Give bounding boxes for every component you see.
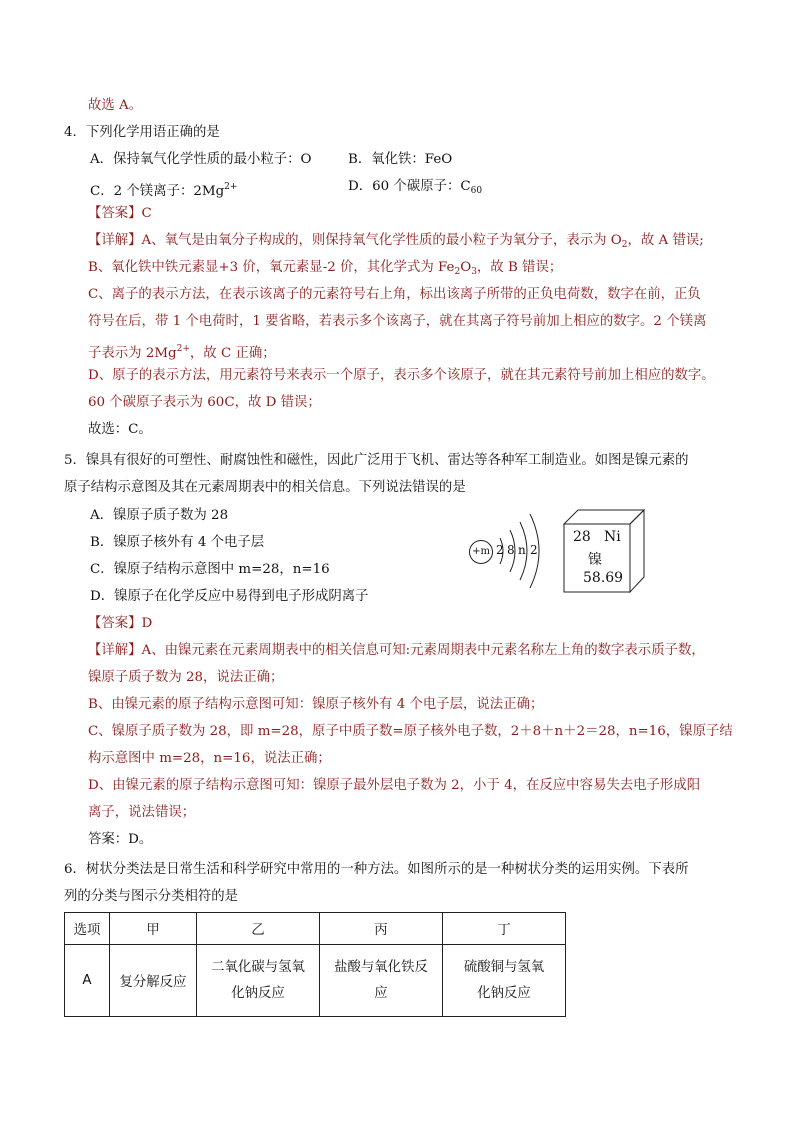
q5-conclusion: 答案：D。 — [88, 832, 153, 847]
q4-option-d-text: D．60 个碳原子：C — [348, 179, 471, 194]
question-6-stem-2: 列的分类与图示分类相符的是 — [64, 889, 239, 904]
q5-option-d: D．镍原子在化学反应中易得到电子形成阴离子 — [90, 589, 369, 604]
previous-conclusion: 故选 A。 — [88, 98, 143, 113]
q4-detail-line-4: 符号在后，带 1 个电荷时，1 要省略，若表示多个该离子，就在其离子符号前加上相应的数字。2 个镁离 — [88, 314, 707, 329]
cell-bing-line-2: 应 — [374, 985, 388, 1001]
q5-detail-line-4: C、镍原子质子数为 28，即 m=28，原子中质子数=原子核外电子数，2＋8＋n＋2＝28，n=16，镍原子结 — [88, 724, 733, 739]
q4-option-d-subscript: 60 — [470, 186, 483, 196]
q4-conclusion: 故选：C。 — [88, 422, 152, 437]
q5-detail-line-5: 构示意图中 m=28，n=16，说法正确； — [88, 751, 331, 766]
table-row — [65, 945, 566, 1017]
table-header-row — [65, 913, 566, 945]
q4-d1-text: 【详解】A、氧气是由氧分子构成的，则保持氧气化学性质的最小粒子为氧分子，表示为 O — [88, 233, 622, 248]
q4-option-a: A．保持氧气化学性质的最小粒子：O — [90, 152, 312, 167]
header-bing: 丙 — [320, 913, 443, 945]
cell-bing-line-1: 盐酸与氧化铁反 — [334, 959, 428, 975]
q4-d2-tail: ，故 B 错误； — [476, 260, 563, 275]
question-4-stem: 4．下列化学用语正确的是 — [64, 125, 220, 140]
tile-atomic-mass: 58.69 — [583, 570, 624, 586]
q5-detail-line-6: D、由镍元素的原子结构示意图可知：镍原子最外层电子数为 2，小于 4，在反应中容易失去电子形成阳 — [88, 778, 701, 793]
q4-option-c — [90, 177, 237, 202]
shell-2-count: 8 — [507, 543, 515, 557]
question-5-stem-2: 原子结构示意图及其在元素周期表中的相关信息。下列说法错误的是 — [64, 480, 466, 495]
header-ding: 丁 — [443, 913, 566, 945]
q5-detail-line-1: 【详解】A、由镍元素在元素周期表中的相关信息可知:元素周期表中元素名称左上角的数字表示质子数， — [88, 643, 705, 658]
q4-d2-mid: O — [460, 260, 472, 275]
q4-d5-charge: 2+ — [176, 344, 190, 354]
q4-detail-line-1 — [88, 231, 704, 255]
cell-yi-line-1: 二氧化碳与氢氧 — [211, 959, 305, 975]
shell-4-count: 2 — [530, 543, 538, 557]
q4-d5-tail: ，故 C 正确； — [189, 346, 276, 361]
q4-option-c-charge: 2+ — [224, 182, 238, 192]
header-yi: 乙 — [197, 913, 320, 945]
q5-option-a: A．镍原子质子数为 28 — [90, 508, 229, 523]
cell-ding — [443, 945, 566, 1017]
question-6-stem-1: 6．树状分类法是日常生活和科学研究中常用的一种方法。如图所示的是一种树状分类的运用实例。下表所 — [64, 862, 689, 877]
q4-d1-subscript: 2 — [621, 240, 628, 250]
question-5-stem-1: 5．镍具有很好的可塑性、耐腐蚀性和磁性，因此广泛用于飞机、雷达等各种军工制造业。如图是镍元素的 — [64, 453, 689, 468]
q4-d1-tail: ，故 A 错误; — [627, 233, 704, 248]
q4-detail-line-5 — [88, 339, 276, 364]
q4-d2-subscript-2: 3 — [471, 267, 477, 277]
tile-element-symbol: Ni — [604, 529, 621, 545]
header-jia: 甲 — [110, 913, 197, 945]
q5-detail-line-7: 离子，说法错误； — [88, 805, 196, 820]
classification-table — [64, 912, 566, 1017]
q4-option-c-text: C．2 个镁离子：2Mg — [90, 184, 225, 199]
cell-yi-line-2: 化钠反应 — [231, 985, 285, 1001]
tile-element-name: 镍 — [588, 552, 602, 568]
tile-atomic-number: 28 — [573, 529, 591, 545]
q4-detail-line-3: C、离子的表示方法，在表示该离子的元素符号右上角，标出该离子所带的正负电荷数，数字在前，正负 — [88, 287, 701, 302]
q4-detail-line-7: 60 个碳原子表示为 60C，故 D 错误； — [88, 395, 321, 410]
q5-answer: 【答案】D — [88, 616, 153, 631]
cell-jia: 复分解反应 — [110, 945, 197, 1017]
cell-bing — [320, 945, 443, 1017]
q5-detail-line-3: B、由镍元素的原子结构示意图可知：镍原子核外有 4 个电子层，说法正确； — [88, 697, 544, 712]
q4-detail-line-6: D、原子的表示方法，用元素符号来表示一个原子，表示多个该原子，就在其元素符号前加上相应的数字。 — [88, 368, 715, 383]
header-option: 选项 — [65, 913, 110, 945]
q5-option-b: B．镍原子核外有 4 个电子层 — [90, 535, 265, 550]
atom-nucleus: +m — [469, 540, 493, 564]
q5-option-c: C．镍原子结构示意图中 m=28，n=16 — [90, 562, 330, 577]
q4-detail-line-2 — [88, 258, 562, 282]
shell-3-count: n — [518, 543, 526, 557]
cell-ding-line-1: 硫酸铜与氢氧 — [463, 959, 545, 975]
row-label: A — [65, 945, 110, 1017]
shell-1-count: 2 — [496, 543, 504, 557]
q4-answer: 【答案】C — [88, 206, 152, 221]
cell-yi — [197, 945, 320, 1017]
q4-option-b: B．氧化铁：FeO — [348, 152, 453, 167]
q4-d2-text: B、氧化铁中铁元素显+3 价，氧元素显-2 价，其化学式为 Fe — [88, 260, 455, 275]
q4-option-d — [348, 177, 482, 201]
q4-d2-subscript-1: 2 — [454, 267, 461, 277]
q5-detail-line-2: 镍原子质子数为 28，说法正确； — [88, 670, 284, 685]
cell-ding-line-2: 化钠反应 — [477, 985, 531, 1001]
q4-d5-text: 子表示为 2Mg — [88, 346, 177, 361]
